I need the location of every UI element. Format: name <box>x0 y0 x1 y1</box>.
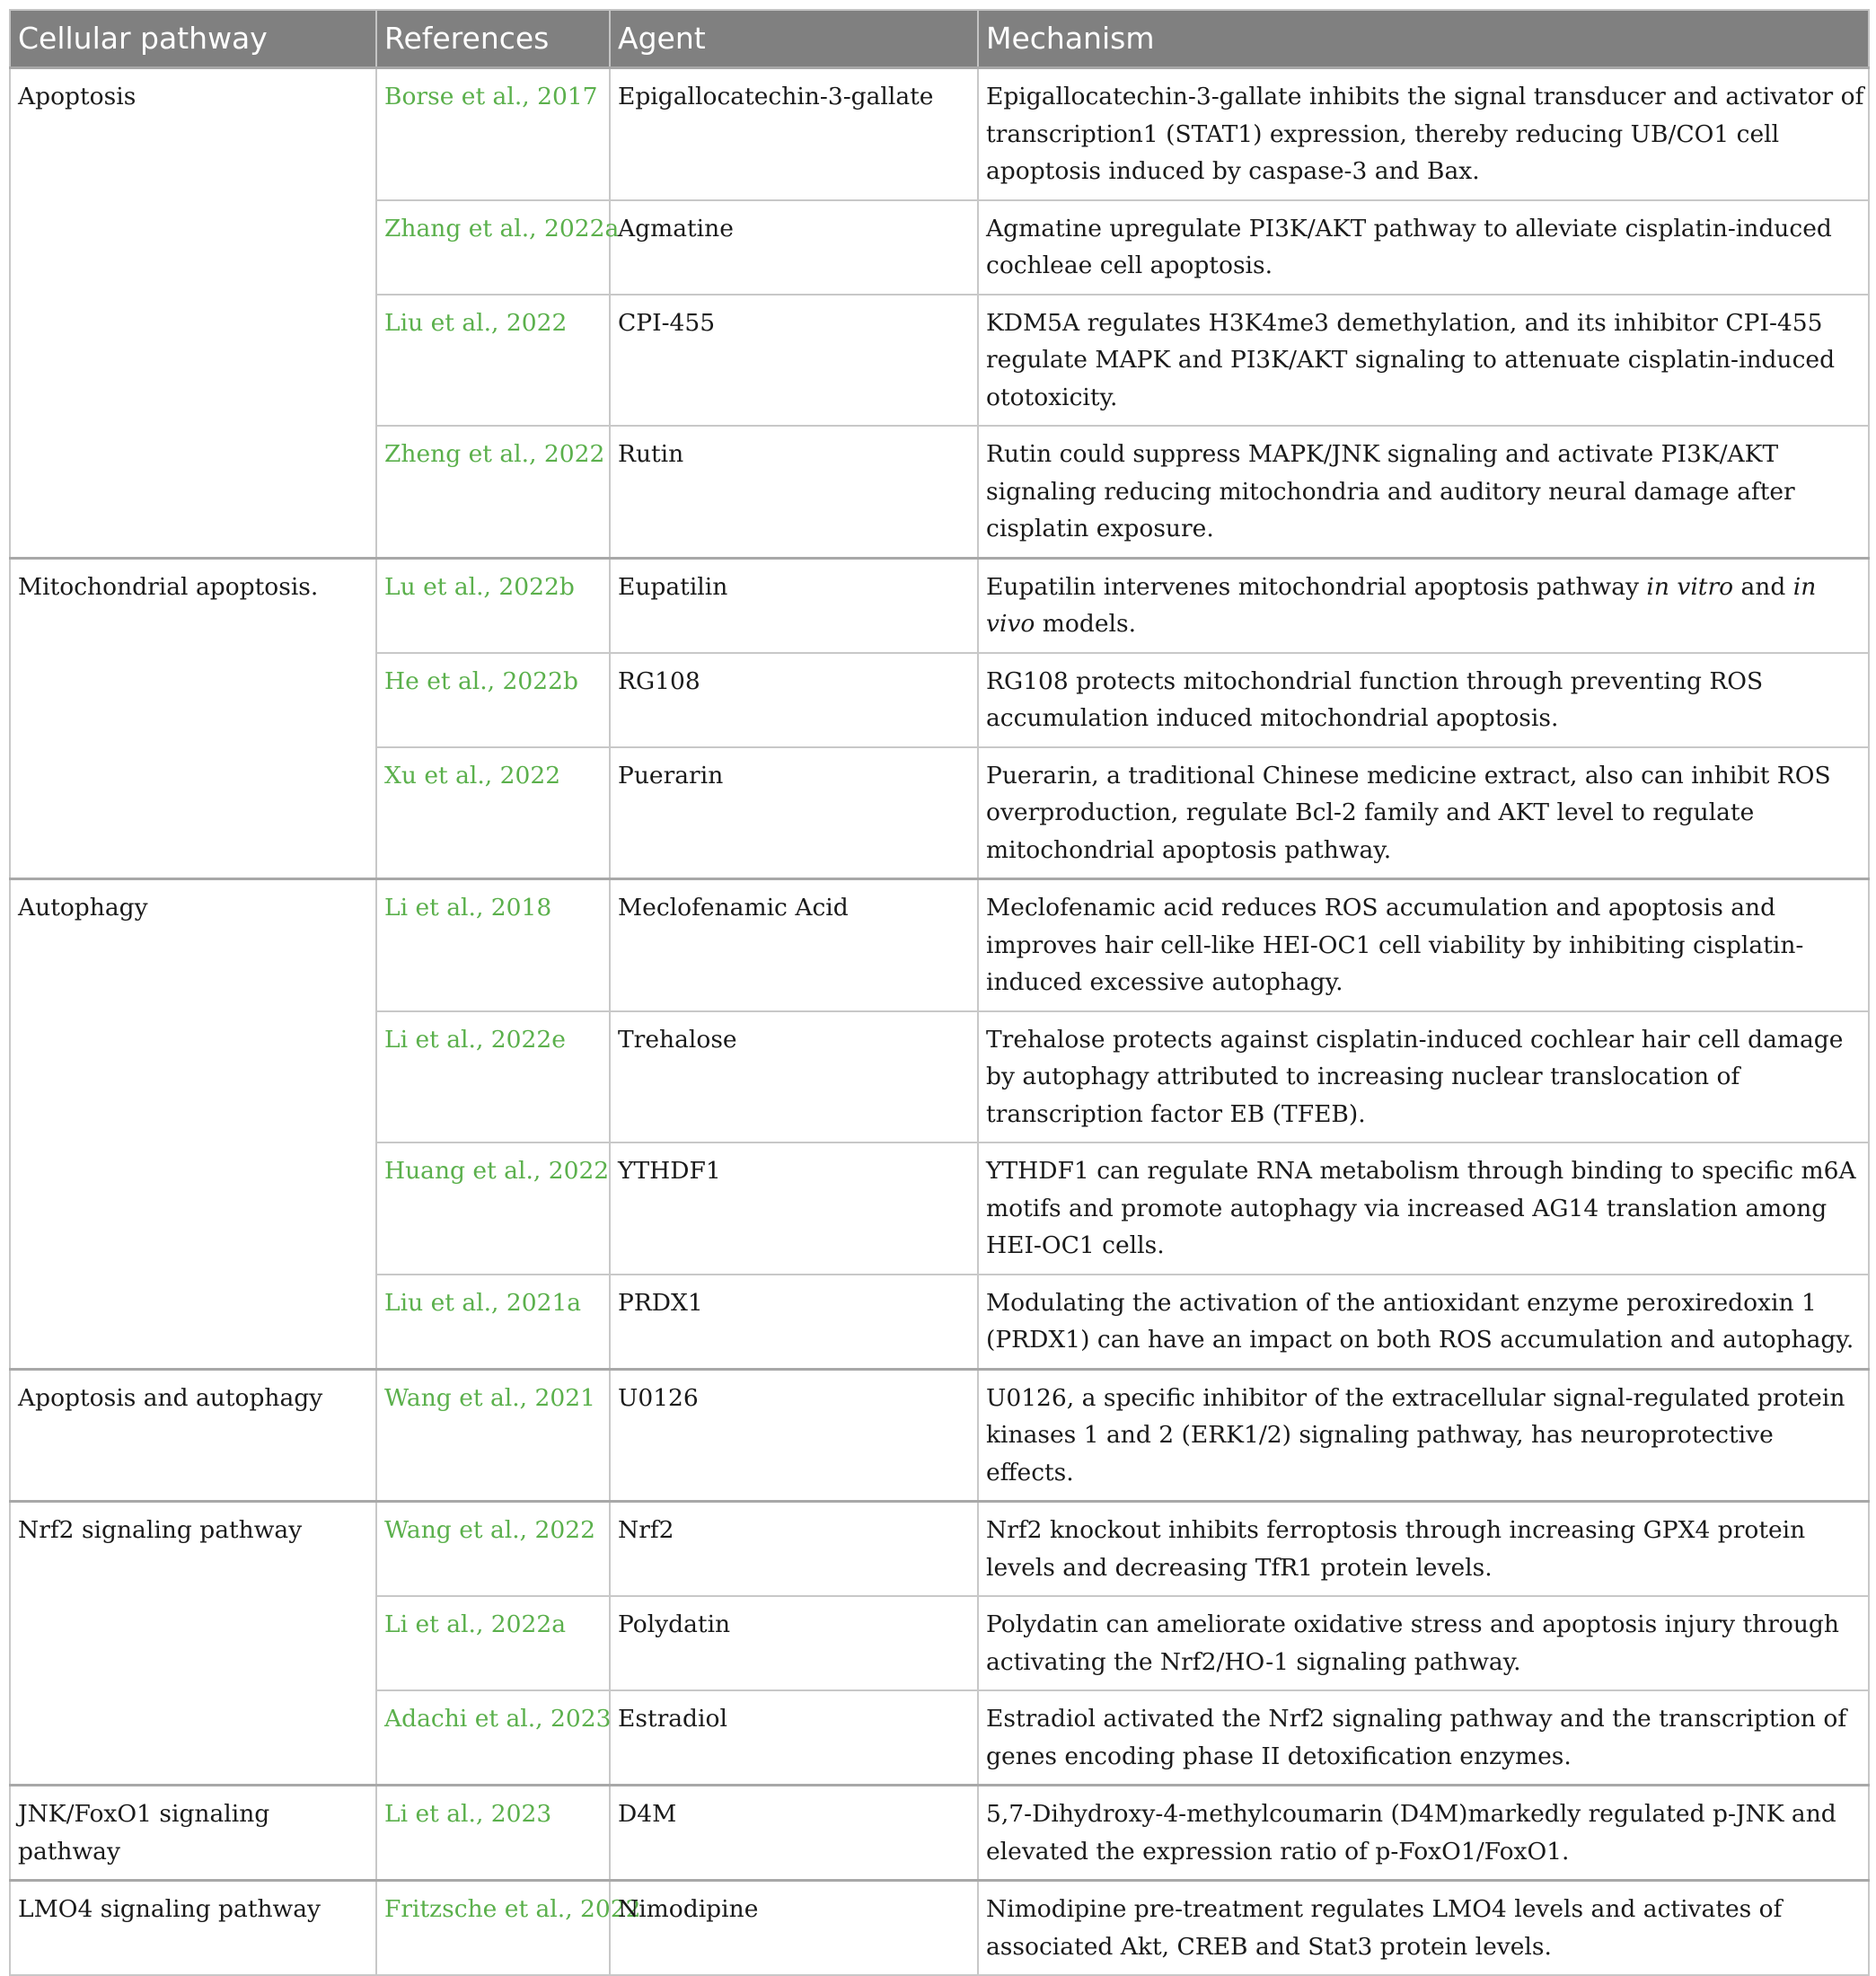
agent-cell: Nimodipine <box>610 1881 978 1976</box>
mechanism-cell: RG108 protects mitochondrial function through preventing ROS accumulation induced mitochondrial apoptosis. <box>978 653 1869 747</box>
mechanism-cell: Modulating the activation of the antioxidant enzyme peroxiredoxin 1 (PRDX1) can have an impact on both ROS accumulation and autophagy. <box>978 1275 1869 1370</box>
mechanism-cell: Polydatin can ameliorate oxidative stress and apoptosis injury through activating the Nrf2/HO-1 signaling pathway. <box>978 1596 1869 1690</box>
mechanism-cell: 5,7-Dihydroxy-4-methylcoumarin (D4M)markedly regulated p-JNK and elevated the expression ratio of p-FoxO1/FoxO1. <box>978 1786 1869 1881</box>
mechanism-cell: Epigallocatechin-3-gallate inhibits the signal transducer and activator of transcription1 (STAT1) expression, thereby reducing UB/CO1 cell apoptosis induced by caspase-3 and Bax. <box>978 68 1869 200</box>
reference-link[interactable]: Adachi et al., 2023 <box>376 1690 610 1786</box>
header-references: References <box>376 10 610 68</box>
reference-link[interactable]: Liu et al., 2022 <box>376 295 610 427</box>
mechanism-cell: U0126, a specific inhibitor of the extracellular signal-regulated protein kinases 1 and 2 (ERK1/2) signaling pathway, has neuroprotective effects. <box>978 1369 1869 1502</box>
header-mechanism: Mechanism <box>978 10 1869 68</box>
mechanism-cell: Estradiol activated the Nrf2 signaling pathway and the transcription of genes encoding phase II detoxification enzymes. <box>978 1690 1869 1786</box>
cellular-pathway-cell: Nrf2 signaling pathway <box>10 1502 376 1786</box>
reference-link[interactable]: Xu et al., 2022 <box>376 747 610 879</box>
agent-cell: U0126 <box>610 1369 978 1502</box>
agent-cell: D4M <box>610 1786 978 1881</box>
reference-link[interactable]: Huang et al., 2022 <box>376 1142 610 1275</box>
agent-cell: YTHDF1 <box>610 1142 978 1275</box>
table-header <box>10 10 1869 68</box>
reference-link[interactable]: Wang et al., 2022 <box>376 1502 610 1597</box>
reference-link[interactable]: Borse et al., 2017 <box>376 68 610 200</box>
mechanism-cell: Puerarin, a traditional Chinese medicine extract, also can inhibit ROS overproduction, regulate Bcl-2 family and AKT level to regulate mitochondrial apoptosis pathway. <box>978 747 1869 879</box>
header-agent: Agent <box>610 10 978 68</box>
reference-link[interactable]: Li et al., 2018 <box>376 879 610 1011</box>
mechanism-text: models. <box>1035 610 1137 638</box>
table-container <box>9 9 1868 1976</box>
reference-link[interactable]: Liu et al., 2021a <box>376 1275 610 1370</box>
mechanism-cell: Nimodipine pre-treatment regulates LMO4 levels and activates of associated Akt, CREB and Stat3 protein levels. <box>978 1881 1869 1976</box>
mechanism-cell: Trehalose protects against cisplatin-induced cochlear hair cell damage by autophagy attributed to increasing nuclear translocation of transcription factor EB (TFEB). <box>978 1011 1869 1143</box>
reference-link[interactable]: He et al., 2022b <box>376 653 610 747</box>
table-row <box>10 1369 1869 1502</box>
table-body <box>10 68 1869 1976</box>
cellular-pathway-cell: Autophagy <box>10 879 376 1370</box>
agent-cell: Nrf2 <box>610 1502 978 1597</box>
cellular-pathway-cell: Apoptosis <box>10 68 376 559</box>
mechanism-italic-term: in vivo <box>986 572 1817 638</box>
agent-cell: Estradiol <box>610 1690 978 1786</box>
reference-link[interactable]: Zheng et al., 2022 <box>376 426 610 558</box>
header-cellular-pathway: Cellular pathway <box>10 10 376 68</box>
mechanism-cell: Meclofenamic acid reduces ROS accumulation and apoptosis and improves hair cell-like HEI-OC1 cell viability by inhibiting cisplatin-induced excessive autophagy. <box>978 879 1869 1011</box>
header-row <box>10 10 1869 68</box>
table-row <box>10 68 1869 200</box>
agent-cell: RG108 <box>610 653 978 747</box>
mechanism-cell: Agmatine upregulate PI3K/AKT pathway to alleviate cisplatin-induced cochleae cell apoptosis. <box>978 200 1869 295</box>
mechanism-cell: YTHDF1 can regulate RNA metabolism through binding to specific m6A motifs and promote autophagy via increased AG14 translation among HEI-OC1 cells. <box>978 1142 1869 1275</box>
agent-cell: Trehalose <box>610 1011 978 1143</box>
table-row <box>10 1881 1869 1976</box>
table-row <box>10 879 1869 1011</box>
agent-cell: Epigallocatechin-3-gallate <box>610 68 978 200</box>
mechanism-cell: Nrf2 knockout inhibits ferroptosis through increasing GPX4 protein levels and decreasing TfR1 protein levels. <box>978 1502 1869 1597</box>
cellular-pathway-cell: JNK/FoxO1 signaling pathway <box>10 1786 376 1881</box>
reference-link[interactable]: Zhang et al., 2022a <box>376 200 610 295</box>
reference-link[interactable]: Li et al., 2022e <box>376 1011 610 1143</box>
agent-cell: Agmatine <box>610 200 978 295</box>
agent-cell: Rutin <box>610 426 978 558</box>
agent-cell: Puerarin <box>610 747 978 879</box>
table-row <box>10 1502 1869 1597</box>
table-row <box>10 1786 1869 1881</box>
mechanism-italic-term: in vitro <box>1646 572 1734 601</box>
agent-cell: CPI-455 <box>610 295 978 427</box>
cellular-pathway-cell: LMO4 signaling pathway <box>10 1881 376 1976</box>
agent-cell: Meclofenamic Acid <box>610 879 978 1011</box>
reference-link[interactable]: Wang et al., 2021 <box>376 1369 610 1502</box>
agent-cell: PRDX1 <box>610 1275 978 1370</box>
pathway-table <box>9 9 1870 1976</box>
mechanism-cell: KDM5A regulates H3K4me3 demethylation, and its inhibitor CPI-455 regulate MAPK and PI3K/AKT signaling to attenuate cisplatin-induced ototoxicity. <box>978 295 1869 427</box>
reference-link[interactable]: Li et al., 2022a <box>376 1596 610 1690</box>
mechanism-cell: Rutin could suppress MAPK/JNK signaling and activate PI3K/AKT signaling reducing mitochondria and auditory neural damage after cisplatin exposure. <box>978 426 1869 558</box>
mechanism-text: Eupatilin intervenes mitochondrial apoptosis pathway <box>986 572 1647 601</box>
table-row <box>10 558 1869 653</box>
agent-cell: Polydatin <box>610 1596 978 1690</box>
reference-link[interactable]: Lu et al., 2022b <box>376 558 610 653</box>
reference-link[interactable]: Li et al., 2023 <box>376 1786 610 1881</box>
cellular-pathway-cell: Mitochondrial apoptosis. <box>10 558 376 879</box>
mechanism-cell <box>978 558 1869 653</box>
mechanism-text: and <box>1733 572 1793 601</box>
reference-link[interactable]: Fritzsche et al., 2022 <box>376 1881 610 1976</box>
cellular-pathway-cell: Apoptosis and autophagy <box>10 1369 376 1502</box>
agent-cell: Eupatilin <box>610 558 978 653</box>
